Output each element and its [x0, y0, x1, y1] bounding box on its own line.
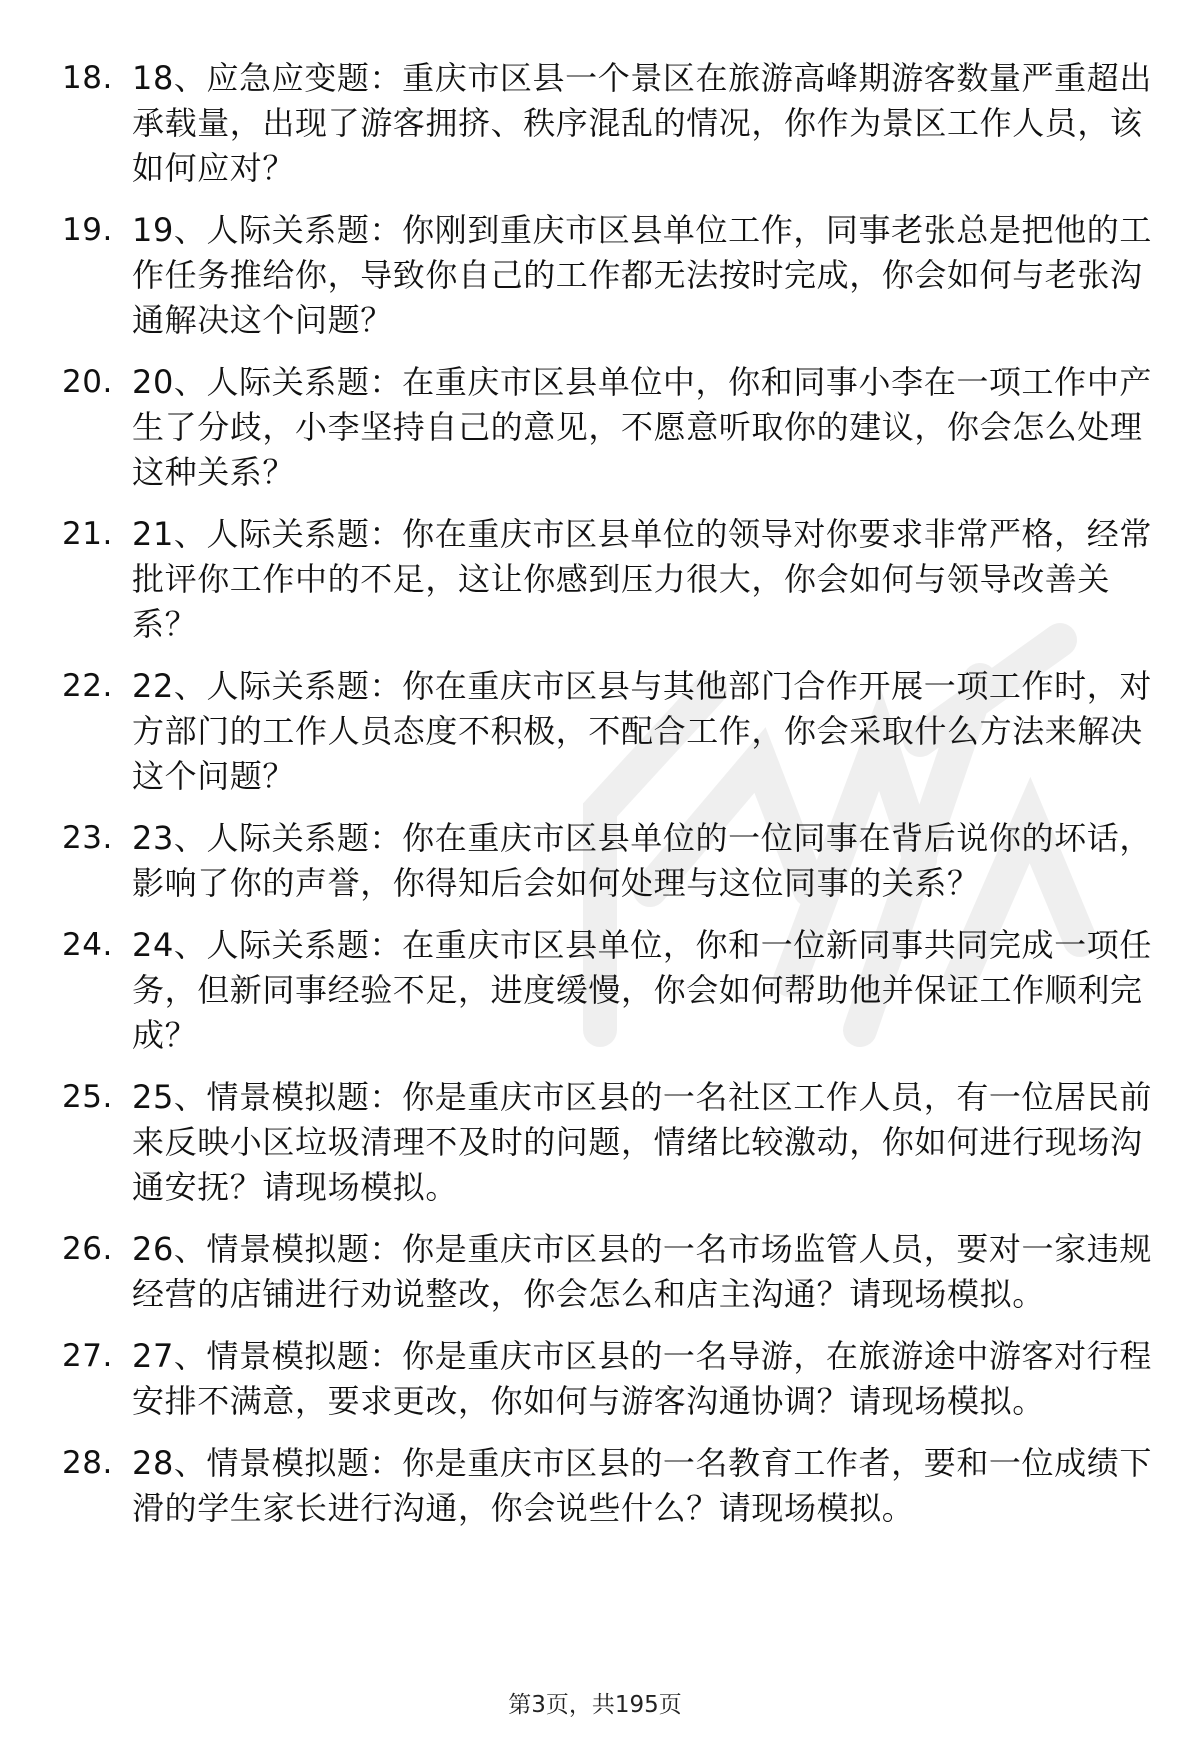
list-item: [62, 208, 1152, 343]
question-text: 22、人际关系题：你在重庆市区县与其他部门合作开展一项工作时，对方部门的工作人员态度不积极，不配合工作，你会采取什么方法来解决这个问题？: [132, 667, 1152, 795]
question-text: 24、人际关系题：在重庆市区县单位，你和一位新同事共同完成一项任务，但新同事经验不足，进度缓慢，你会如何帮助他并保证工作顺利完成？: [132, 926, 1152, 1054]
list-item: [62, 1075, 1152, 1210]
list-number: 19.: [62, 212, 113, 248]
list-item: [62, 664, 1152, 799]
page-number-label: 第3页，共195页: [508, 1692, 682, 1718]
list-item: [62, 1441, 1152, 1531]
list-number: 21.: [62, 516, 113, 552]
page-footer: [0, 1690, 1190, 1720]
question-text: 20、人际关系题：在重庆市区县单位中，你和同事小李在一项工作中产生了分歧，小李坚持自己的意见，不愿意听取你的建议，你会怎么处理这种关系？: [132, 363, 1152, 491]
list-number: 24.: [62, 927, 113, 963]
list-number: 27.: [62, 1338, 113, 1374]
list-item: [62, 923, 1152, 1058]
question-text: 27、情景模拟题：你是重庆市区县的一名导游，在旅游途中游客对行程安排不满意，要求更改，你如何与游客沟通协调？请现场模拟。: [132, 1337, 1152, 1420]
question-list: [62, 56, 1152, 1548]
list-item: [62, 512, 1152, 647]
question-text: 23、人际关系题：你在重庆市区县单位的一位同事在背后说你的坏话，影响了你的声誉，你得知后会如何处理与这位同事的关系？: [132, 819, 1152, 902]
question-text: 21、人际关系题：你在重庆市区县单位的领导对你要求非常严格，经常批评你工作中的不足，这让你感到压力很大，你会如何与领导改善关系？: [132, 515, 1152, 643]
list-item: [62, 1334, 1152, 1424]
list-number: 18.: [62, 60, 113, 96]
list-number: 22.: [62, 668, 113, 704]
question-text: 26、情景模拟题：你是重庆市区县的一名市场监管人员，要对一家违规经营的店铺进行劝说整改，你会怎么和店主沟通？请现场模拟。: [132, 1230, 1152, 1313]
list-item: [62, 360, 1152, 495]
question-text: 18、应急应变题：重庆市区县一个景区在旅游高峰期游客数量严重超出承载量，出现了游客拥挤、秩序混乱的情况，你作为景区工作人员，该如何应对？: [132, 59, 1152, 187]
list-number: 25.: [62, 1079, 113, 1115]
list-item: [62, 816, 1152, 906]
question-text: 28、情景模拟题：你是重庆市区县的一名教育工作者，要和一位成绩下滑的学生家长进行沟通，你会说些什么？请现场模拟。: [132, 1444, 1152, 1527]
question-text: 19、人际关系题：你刚到重庆市区县单位工作，同事老张总是把他的工作任务推给你，导致你自己的工作都无法按时完成，你会如何与老张沟通解决这个问题？: [132, 211, 1152, 339]
list-item: [62, 1227, 1152, 1317]
list-number: 28.: [62, 1445, 113, 1481]
list-number: 26.: [62, 1231, 113, 1267]
list-item: [62, 56, 1152, 191]
question-text: 25、情景模拟题：你是重庆市区县的一名社区工作人员，有一位居民前来反映小区垃圾清理不及时的问题，情绪比较激动，你如何进行现场沟通安抚？请现场模拟。: [132, 1078, 1152, 1206]
list-number: 23.: [62, 820, 113, 856]
list-number: 20.: [62, 364, 113, 400]
